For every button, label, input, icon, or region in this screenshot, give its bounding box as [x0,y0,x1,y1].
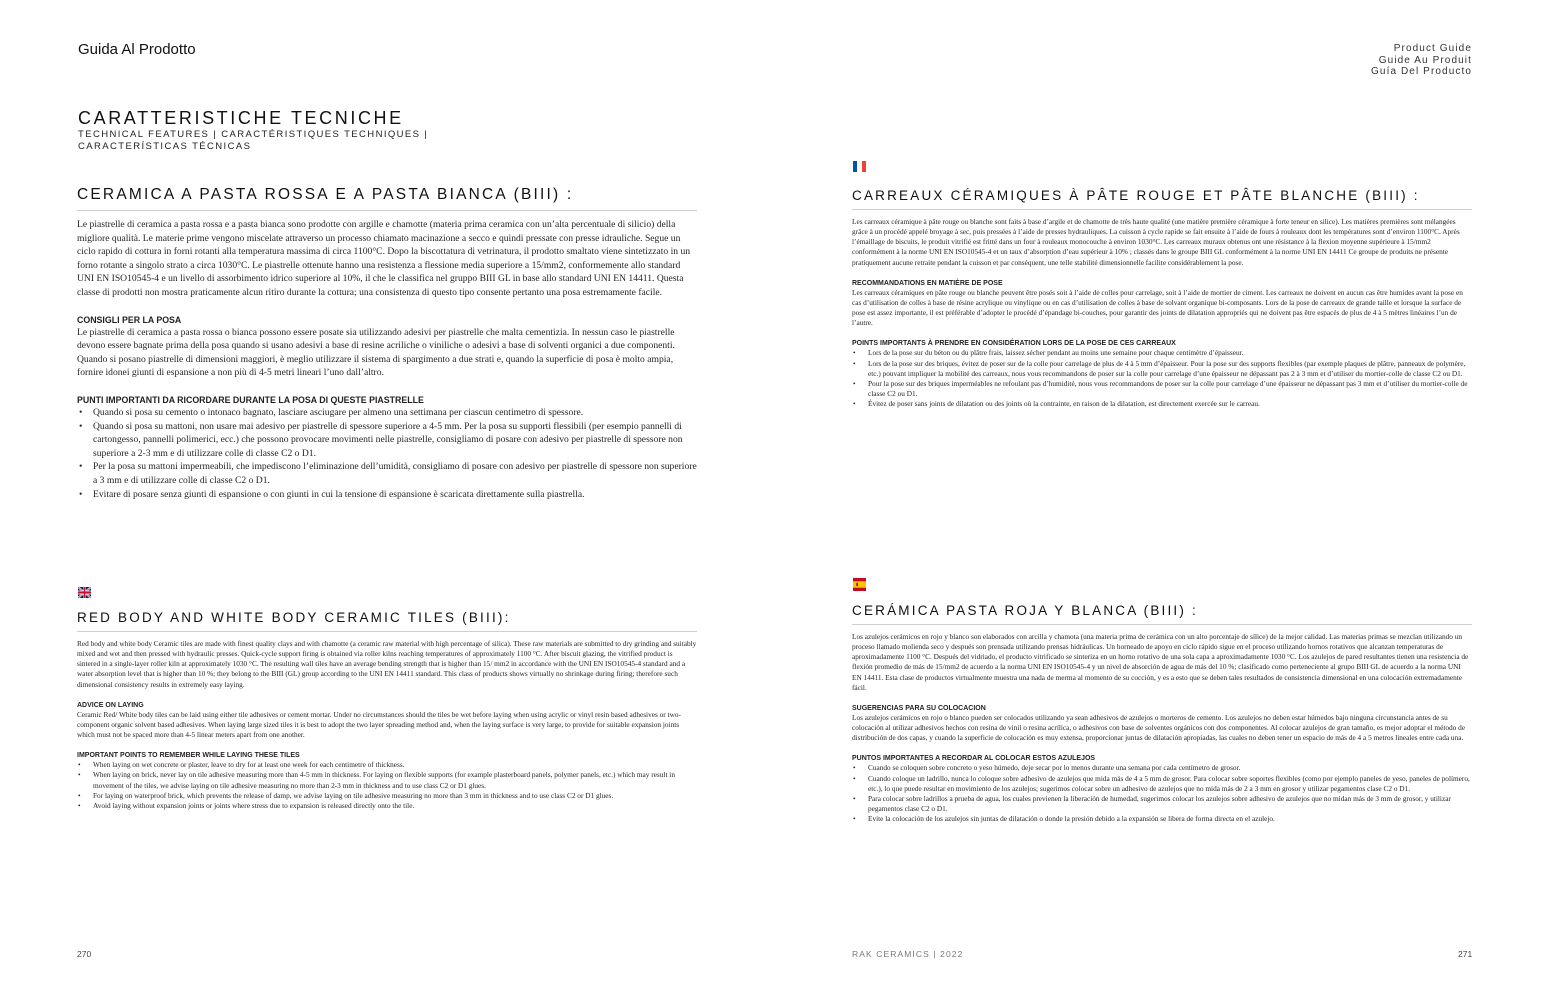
title-fr: Guide Au Produit [1378,54,1472,66]
list-item: • Evitare di posare senza giunti di espansione o con giunti in cui la tensione di espansione è scaricata direttamente sulla piastrella. [77,488,697,502]
flag-stripe [862,161,866,172]
section-intro: Red body and white body Ceramic tiles are made with finest quality clays and with chamotte (a ceramic raw material with high percentage of silica). These raw materials are submitted to dry grinding and suitably mixed and wet and then pressed with hydraulic presses. Quick-cycle support firing is obtained via roller kilns reaching temperatures of approximately 1100 °C. After biscuit glazing, the vitrified product is sintered in a single-layer roller kiln at approximately 1030 °C. The resulting wall tiles have an average bending strength that is higher than 15/ mm2 in accordance with the UNI EN ISO10545-4 standard and a water absorption level that is higher than 10 %; they belong to the BIII (GL) group according to the UNI EN 14411 standard. This class of products shows virtually no shrinkage during firing; therefore such dimensional consistency results in extremely easy laying. [77,639,697,689]
list-item: • When laying on brick, never lay on tile adhesive measuring more than 4-5 mm in thickness. For laying on flexible supports (for example plasterboard panels, polymer panels, etc.) which may result in movement of the tiles, we advise laying on tile adhesive measuring no more than 2-3 mm in thickness and to use class C2 or D1 glues. [77,770,697,790]
points-list [852,348,1472,409]
points-list [77,406,697,501]
list-item: • Avoid laying without expansion joints or joints where stress due to expansion is released directly onto the tile. [77,801,697,811]
france-flag-icon [853,161,866,172]
page-subtitle-line-1: TECHNICAL FEATURES | CARACTÉRISTIQUES TECHNIQUES | [78,129,429,140]
advice-text: Les carreaux céramiques en pâte rouge ou blanche peuvent être posés soit à l’aide de colles pour carrelage, soit à l’aide de mortier de ciment. Les carreaux ne doivent en aucun cas être humides avant la pose en cas d’utilisation de colles à base de résine acrylique ou vinylique ou en cas d’utilisation de colles à base de solvant organique bi-composants. Lors de la pose de carreaux de grande taille et lorsque la surface de pose est assez importante, il est préférable d’adopter le procédé d’épandage bi-couches, pour garantir des joints de dilatation appropriés qui ne doivent pas être espacés de plus de 4 à 5 mètres linéaires l’un de l’autre. [852,287,1463,328]
section-intro: Les carreaux céramique à pâte rouge ou blanche sont faits à base d’argile et de chamotte de très haute qualité (une matière première céramique à forte teneur en silice). Les matières premières sont mélangées grâce à un procédé appelé broyage à sec, puis pressées à l’aide de presses hydrauliques. La cuisson à cycle rapide se fait ensuite à l’aide de fours à rouleaux dont les températures sont d’environ 1100°C. Après l’émaillage de biscuits, le produit vitrifié est fritté dans un four à rouleaux monocouche à environ 1030°C. Les carreaux muraux obtenus ont une résistance à la flexion moyenne supérieure à 15/mm2 conformément à la norme UNI EN ISO10545-4 et un taux d’absorption d’eau supérieur à 10% ; classés dans le groupe BIII GL conformément à la norme UNI EN 14411 Ce groupe de produits ne présente pratiquement aucune retraite pendant la cuisson et par conséquent, une telle stabilité dimensionnelle facilite considérablement la pose. [852,217,1460,267]
list-item: • Évitez de poser sans joints de dilatation ou des joints où la contrainte, en raison de la dilatation, est directement exercée sur le carreau. [852,399,1472,409]
list-item: • Per la posa su mattoni impermeabili, che impediscono l’eliminazione dell’umidità, consigliamo di posare con adesivo per piastrelle di spessore non superiore a 3 mm e di utilizzare colle di classe C2 o D1. [77,460,697,487]
title-en: Product Guide [1393,43,1472,54]
list-item: • Cuando coloque un ladrillo, nunca lo coloque sobre adhesivo de azulejos que mida más de 4 a 5 mm de grosor. Para colocar sobre soportes flexibles (como por ejemplo paneles de yeso, paneles de polímero, etc.), lo que puede resultar en movimiento de los azulejos; sugerimos colocar sobre un adhesivo de azulejos que no mida más de 2 a 3 mm en grosor y utilizar pegamentos clase C2 o D1. [852,774,1472,794]
points-title: PUNTI IMPORTANTI DA RICORDARE DURANTE LA POSA DI QUESTE PIASTRELLE [77,394,424,405]
document-title-translations [1371,43,1472,78]
points-list [852,763,1472,824]
spain-flag-icon [853,578,866,591]
points-title: PUNTOS IMPORTANTES A RECORDAR AL COLOCAR ESTOS AZULEJOS [852,755,1096,763]
list-item: • Evite la colocación de los azulejos sin juntas de dilatación o donde la presión debido a la expansión se libera de forma directa en el azulejo. [852,814,1472,824]
page-subtitle [78,129,438,153]
list-item: • Cuando se coloquen sobre concreto o yeso húmedo, deje secar por lo menos durante una semana por cada centímetro de grosor. [852,763,1472,773]
section-heading: CERAMICA A PASTA ROSSA E A PASTA BIANCA (BIII) : [77,186,697,211]
brand-footer: RAK CERAMICS | 2022 [852,949,964,959]
section-italian [77,186,697,501]
points-list [77,760,697,811]
list-item: • Para colocar sobre ladrillos a prueba de agua, los cuales previenen la liberación de humedad, sugerimos colocar los azulejos sobre adhesivo de azulejos que no midan más de 3 mm de grosor, y utilizar pegamentos clase C2 o D1. [852,794,1472,814]
advice-text: Ceramic Red/ White body tiles can be laid using either tile adhesives or cement mortar. Under no circumstances should the tiles be wet before laying when using acrylic or vinyl resin based adhesives or two- component organic solvent based adhesives. When laying large sized tiles it is best to adopt the two layer spreading method and, when the laying surface is very large, to provide for suitable expansion joints which must not be spaced more than 4-5 linear meters apart from one another. [77,709,681,740]
advice-title: CONSIGLI PER LA POSA [77,314,182,325]
advice-text: Los azulejos cerámicos en rojo o blanco pueden ser colocados utilizando ya sean adhesivos de azulejos o morteros de cemento. Los azulejos no deben estar húmedos bajo ninguna circunstancia antes de su colocación al utilizar adhesivos hechos con resina de vinil o resina acrílica, o adhesivos con base de solventes orgánicos con dos componentes. Al colocar azulejos de gran tamaño, es mejor adoptar el método de distribución de dos capas, y cuando la superficie de colocación es muy extensa, proporcionar juntas de dilatación apropiadas, las cuales no deben tener un espacio de más de 4 a 5 metros lineales entre cada una. [852,712,1466,743]
advice-title: SUGERENCIAS PARA SU COLOCACION [852,704,986,712]
advice-title: RECOMMANDATIONS EN MATIÈRE DE POSE [852,279,1003,287]
page-title: CARATTERISTICHE TECNICHE [78,108,404,128]
document-title: Guida Al Prodotto [78,41,196,58]
section-heading: RED BODY AND WHITE BODY CERAMIC TILES (BIII): [77,610,697,632]
list-item: • Lors de la pose sur du béton ou du plâtre frais, laissez sécher pendant au moins une semaine pour chaque centimètre d’épaisseur. [852,348,1472,358]
section-intro: Le piastrelle di ceramica a pasta rossa e a pasta bianca sono prodotte con argille e chamotte (materia prima ceramica con un’alta percentuale di silicio) della migliore qualità. Le materie prime vengono miscelate attraverso un processo chiamato macinazione a secco e quindi pressate con presse idrauliche. Segue un ciclo rapido di cottura in forni rotanti alla temperatura massima di circa 1100°C. Dopo la biscottatura di vetrinatura, il prodotto smaltato viene sintetizzato in un forno rotante a singolo strato a circa 1030°C. Le piastrelle ottenute hanno una resistenza a flessione media superiore a 15/mm2, conformemente allo standard UNI EN ISO10545-4 e un livello di assorbimento idrico superiore al 10%, il che le classifica nel gruppo BIII GL in base allo standard UNI EN 14411. Questa classe di prodotti non mostra praticamente alcun ritiro durante la cottura; una consistenza di questo tipo consente pertanto una posa estremamente facile. [77,219,691,298]
section-french [852,188,1472,409]
page-number-right: 271 [1458,949,1473,959]
list-item: • Pour la pose sur des briques imperméables ne refoulant pas d’humidité, nous vous recommandons de poser sur la colle pour carrelage d’une épaisseur ne dépassant pas 3 mm et d’utiliser du mortier-colle de classe C2 ou D1. [852,379,1472,399]
page-number-left: 270 [77,949,92,959]
list-item: • When laying on wet concrete or plaster, leave to dry for at least one week for each centimetre of thickness. [77,760,697,770]
page-subtitle-line-2: CARACTERÍSTICAS TÉCNICAS [78,141,252,152]
uk-flag-icon [78,587,91,598]
title-es: Guía Del Producto [1371,66,1472,77]
points-title: IMPORTANT POINTS TO REMEMBER WHILE LAYING THESE TILES [77,752,300,760]
list-item: • For laying on waterproof brick, which prevents the release of damp, we advise laying on tile adhesive measuring no more than 3 mm in thickness and to use class C2 or D1 glues. [77,791,697,801]
section-heading: CERÁMICA PASTA ROJA Y BLANCA (BIII) : [852,603,1472,625]
list-item: • Quando si posa su mattoni, non usare mai adesivo per piastrelle di spessore superiore a 4-5 mm. Per la posa su supporti flessibili (per esempio pannelli di cartongesso, pannelli polimerici, ecc.) che possono provocare movimenti nelle piastrelle, consigliamo di posare con adesivo per piastrelle di spessore non superiore a 2-3 mm e di utilizzare colle di classe C2 o D1. [77,420,697,461]
advice-title: ADVICE ON LAYING [77,701,144,709]
list-item: • Lors de la pose sur des briques, évitez de poser sur de la colle pour carrelage de plus de 4 à 5 mm d’épaisseur. Pour la pose sur des supports flexibles (par exemple plaques de plâtre, panneaux de polymère, etc.) pouvant impliquer la mobilité des carreaux, nous vous recommandons de poser sur la colle pour carrelage d’une épaisseur ne dépassant pas 2 à 3 mm et d’utiliser du mortier-colle de classe C2 ou D1. [852,359,1472,379]
list-item: • Quando si posa su cemento o intonaco bagnato, lasciare asciugare per almeno una settimana per ciascun centimetro di spessore. [77,406,697,420]
points-title: POINTS IMPORTANTS À PRENDRE EN CONSIDÉRATION LORS DE LA POSE DE CES CARREAUX [852,340,1176,348]
section-heading: CARREAUX CÉRAMIQUES À PÂTE ROUGE ET PÂTE BLANCHE (BIII) : [852,188,1472,210]
section-intro: Los azulejos cerámicos en rojo y blanco son elaborados con arcilla y chamota (una materia prima de cerámica con un alto porcentaje de sílice) de la mejor calidad. Las materias primas se mezclan utilizando un proceso llamado molienda seco y después son prensada utilizando prensas hidráulicas. Un horneado de apoyo en ciclo rápido sigue en el proceso utilizando hornos rotativos que alcanzan temperaturas de aproximadamente 1100 °C. Después del vidriado, el producto vitrificado se sinteriza en un horno rotativo de una sola capa a aproximadamente 1030 °C. Los azulejos de pared resultantes tienen una resistencia de flexión promedio de más de 15/mm2 de acuerdo a la norma UNI EN ISO10545-4 y un nivel de absorción de agua de más del 10 %; clasificado como perteneciente al grupo BIII GL de acuerdo a la norma UNI EN 14411. Esta clase de productos virtualmente muestra una nada de merma al momento de su cocción, y es a esto que se deben tales resultados de consistencia dimensional en una colocación extremadamente fácil. [852,632,1469,692]
section-spanish [852,603,1472,824]
advice-text: Le piastrelle di ceramica a pasta rossa o bianca possono essere posate sia utilizzando adesivi per piastrelle che malta cementizia. In nessun caso le piastrelle devono essere bagnate prima della posa quando si usano adesivi a base di resine acriliche o viniliche o adesivi a base di solventi organici a due componenti. Quando si posano piastrelle di dimensioni maggiori, è meglio utilizzare il sistema di spargimento a due strati e, quando la superficie di posa è molto ampia, fornire idonei giunti di espansione a non più di 4-5 metri lineari l’uno dall’altro. [77,326,675,379]
section-english [77,610,697,811]
